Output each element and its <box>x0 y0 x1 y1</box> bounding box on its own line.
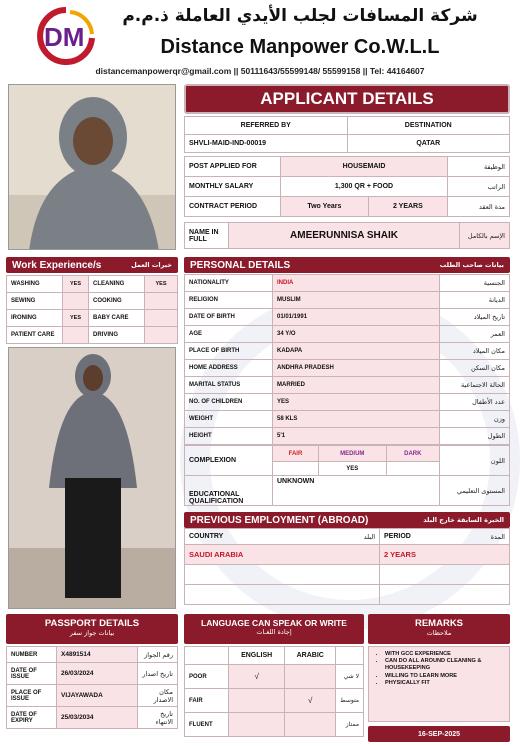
language-arabic-mark <box>285 713 336 737</box>
remark-item: • WILLING TO LEARN MORE <box>385 673 505 680</box>
referral-table <box>184 116 510 153</box>
personal-label: DATE OF BIRTH <box>185 309 273 326</box>
language-title: LANGUAGE CAN SPEAK OR WRITE <box>201 618 347 628</box>
work-skill-value <box>145 293 178 310</box>
language-level: FAIR <box>185 689 229 713</box>
passport-row <box>7 707 178 729</box>
previous-employment-title: PREVIOUS EMPLOYMENT (ABROAD) <box>190 514 369 526</box>
previous-employment-title-ar: الخبرة السابقة خارج البلد <box>423 516 504 524</box>
work-skill-value: YES <box>145 276 178 293</box>
personal-label-ar: الحالة الاجتماعية <box>440 377 510 394</box>
personal-value: MUSLIM <box>273 292 440 309</box>
destination-value: QATAR <box>347 135 510 153</box>
passport-label-ar: تاريخ الانتهاء <box>138 707 178 729</box>
personal-label: NATIONALITY <box>185 275 273 292</box>
passport-label: DATE OF ISSUE <box>7 663 57 685</box>
personal-label-ar: مكان السكن <box>440 360 510 377</box>
personal-row <box>185 292 510 309</box>
personal-label-ar: الديانة <box>440 292 510 309</box>
name-ar: الإسم بالكامل <box>460 223 510 249</box>
company-name-ar: شركة المسافات لجلب الأيدي العاملة ذ.م.م <box>122 6 478 26</box>
passport-row <box>7 647 178 663</box>
period-col-label: PERIOD <box>380 529 440 545</box>
language-level-ar: متوسط <box>336 689 364 713</box>
job-table <box>184 156 510 217</box>
personal-label: WEIGHT <box>185 411 273 428</box>
remark-item: • PHYSICALLY FIT <box>385 680 505 687</box>
passport-label-ar: مكان الاصدار <box>138 685 178 707</box>
work-skill-label: PATIENT CARE <box>7 327 63 344</box>
work-skill-label: COOKING <box>89 293 145 310</box>
period-value-b: 2 YEARS <box>368 197 447 217</box>
language-level: FLUENT <box>185 713 229 737</box>
company-name-en: Distance Manpower Co.W.L.L <box>160 36 440 58</box>
work-experience-title: Work Experience/s <box>12 259 102 271</box>
full-name: AMEERUNNISA SHAIK <box>229 223 460 249</box>
personal-label: PLACE OF BIRTH <box>185 343 273 360</box>
work-experience-table <box>6 275 178 344</box>
personal-value: INDIA <box>273 275 440 292</box>
period-label: CONTRACT PERIOD <box>185 197 281 217</box>
passport-label: DATE OF EXPIRY <box>7 707 57 729</box>
personal-row <box>185 428 510 445</box>
language-row <box>185 689 364 713</box>
language-english-mark <box>229 713 285 737</box>
work-skill-label: BABY CARE <box>89 310 145 327</box>
language-arabic-mark: √ <box>285 689 336 713</box>
personal-details-title-ar: بيانات صاحب الطلب <box>439 261 504 269</box>
personal-label-ar: الطول <box>440 428 510 445</box>
passport-label-ar: تاريخ اصدار <box>138 663 178 685</box>
language-arabic-mark <box>285 665 336 689</box>
work-skill-value <box>145 327 178 344</box>
previous-country: SAUDI ARABIA <box>185 545 380 565</box>
education-label: EDUCATIONAL QUALIFICATION <box>185 476 273 506</box>
previous-row-empty <box>185 585 380 605</box>
personal-value: YES <box>273 394 440 411</box>
personal-row <box>185 309 510 326</box>
previous-employment-table <box>184 528 510 605</box>
personal-details-header <box>184 257 510 273</box>
education-ar: المستوى التعليمي <box>440 476 510 506</box>
work-experience-row <box>7 327 178 344</box>
personal-row <box>185 360 510 377</box>
personal-label: MARITAL STATUS <box>185 377 273 394</box>
complexion-mark: YES <box>318 462 386 476</box>
remark-item: • CAN DO ALL AROUND CLEANING & HOUSEKEEPING <box>385 658 505 672</box>
work-experience-row <box>7 293 178 310</box>
personal-label-ar: الجنسية <box>440 275 510 292</box>
personal-label-ar: مكان الميلاد <box>440 343 510 360</box>
post-value: HOUSEMAID <box>281 157 448 177</box>
work-skill-value <box>63 293 89 310</box>
previous-employment-header <box>184 512 510 528</box>
personal-row <box>185 343 510 360</box>
destination-label: DESTINATION <box>347 117 510 135</box>
personal-value: KADAPA <box>273 343 440 360</box>
personal-value: 5'1 <box>273 428 440 445</box>
personal-label: HOME ADDRESS <box>185 360 273 377</box>
passport-label-ar: رقم الجواز <box>138 647 178 663</box>
language-col-english: ENGLISH <box>229 647 285 665</box>
country-label: COUNTRY <box>185 529 245 545</box>
personal-details-table <box>184 274 510 506</box>
salary-label: MONTHLY SALARY <box>185 177 281 197</box>
complexion-dark: DARK <box>386 446 439 462</box>
logo-letters: DM <box>44 22 85 52</box>
personal-label-ar: العمر <box>440 326 510 343</box>
salary-value: 1,300 QR + FOOD <box>281 177 448 197</box>
personal-label-ar: وزن <box>440 411 510 428</box>
passport-title-ar: بيانات جواز سفر <box>69 629 115 637</box>
work-skill-label: SEWING <box>7 293 63 310</box>
complexion-fair: FAIR <box>273 446 319 462</box>
salary-ar: الراتب <box>448 177 510 197</box>
remarks-header <box>368 614 510 644</box>
language-table <box>184 646 364 737</box>
language-header <box>184 614 364 644</box>
passport-value: 26/03/2024 <box>57 663 138 685</box>
language-corner <box>185 647 229 665</box>
language-english-mark <box>229 689 285 713</box>
work-skill-value: YES <box>63 276 89 293</box>
passport-row <box>7 685 178 707</box>
passport-title: PASSPORT DETAILS <box>44 618 140 629</box>
personal-row <box>185 394 510 411</box>
work-experience-header <box>6 257 178 273</box>
passport-value: X4891514 <box>57 647 138 663</box>
language-english-mark: √ <box>229 665 285 689</box>
personal-value: 01/01/1991 <box>273 309 440 326</box>
issue-date: 16-SEP-2025 <box>368 726 510 742</box>
previous-row-empty <box>185 565 380 585</box>
personal-row <box>185 275 510 292</box>
remarks-title-ar: ملاحظات <box>426 629 452 637</box>
name-table <box>184 222 510 249</box>
work-skill-value <box>63 327 89 344</box>
work-skill-label: WASHING <box>7 276 63 293</box>
passport-value: 25/03/2034 <box>57 707 138 729</box>
remarks-box <box>368 646 510 722</box>
language-row <box>185 665 364 689</box>
complexion-medium: MEDIUM <box>318 446 386 462</box>
personal-value: 34 Y/O <box>273 326 440 343</box>
passport-label: NUMBER <box>7 647 57 663</box>
language-level-ar: لا شي <box>336 665 364 689</box>
period-ar: مدة العقد <box>448 197 510 217</box>
post-label: POST APPLIED FOR <box>185 157 281 177</box>
personal-label: AGE <box>185 326 273 343</box>
work-skill-label: DRIVING <box>89 327 145 344</box>
previous-period: 2 YEARS <box>380 545 510 565</box>
personal-row <box>185 411 510 428</box>
language-corner-ar <box>336 647 364 665</box>
personal-label-ar: عدد الأطفال <box>440 394 510 411</box>
education-value: UNKNOWN <box>273 476 440 506</box>
personal-label: HEIGHT <box>185 428 273 445</box>
remark-item: • WITH GCC EXPERIENCE <box>385 651 505 658</box>
remarks-title: REMARKS <box>414 618 464 629</box>
personal-label: RELIGION <box>185 292 273 309</box>
personal-value: MARRIED <box>273 377 440 394</box>
personal-label: NO. OF CHILDREN <box>185 394 273 411</box>
passport-table <box>6 646 178 729</box>
work-skill-label: CLEANING <box>89 276 145 293</box>
referral-code: SHVLI-MAID-IND-00019 <box>185 135 348 153</box>
complexion-label: COMPLEXION <box>185 446 273 476</box>
complexion-ar: اللون <box>440 446 510 476</box>
applicant-photo-portrait <box>8 84 176 250</box>
language-col-arabic: ARABIC <box>285 647 336 665</box>
applicant-photo-full <box>8 347 176 609</box>
work-skill-label: IRONING <box>7 310 63 327</box>
country-ar: البلد <box>245 529 380 545</box>
work-skill-value: YES <box>63 310 89 327</box>
passport-value: VIJAYAWADA <box>57 685 138 707</box>
previous-row-empty <box>380 585 510 605</box>
referred-by-label: REFERRED BY <box>185 117 348 135</box>
contact-line: distancemanpowerqr@gmail.com || 50111643/55599148/ 55599158 || Tel: 44164607 <box>95 66 425 76</box>
post-ar: الوظيفة <box>448 157 510 177</box>
personal-details-title: PERSONAL DETAILS <box>190 259 291 271</box>
name-label: NAME IN FULL <box>185 223 229 249</box>
work-experience-row <box>7 310 178 327</box>
passport-header <box>6 614 178 644</box>
personal-row <box>185 326 510 343</box>
company-logo <box>30 4 102 66</box>
language-level: POOR <box>185 665 229 689</box>
previous-row-empty <box>380 565 510 585</box>
page-title: APPLICANT DETAILS <box>184 84 510 114</box>
personal-value: ANDHRA PRADESH <box>273 360 440 377</box>
work-experience-title-ar: خبرات العمل <box>131 261 172 269</box>
period-col-ar: المدة <box>440 529 510 545</box>
personal-label-ar: تاريخ الميلاد <box>440 309 510 326</box>
language-row <box>185 713 364 737</box>
personal-row <box>185 377 510 394</box>
work-skill-value <box>145 310 178 327</box>
passport-row <box>7 663 178 685</box>
passport-label: PLACE OF ISSUE <box>7 685 57 707</box>
period-value-a: Two Years <box>281 197 369 217</box>
work-experience-row <box>7 276 178 293</box>
personal-value: 58 KLS <box>273 411 440 428</box>
language-title-ar: إجادة اللغـات <box>256 628 292 636</box>
language-level-ar: ممتاز <box>336 713 364 737</box>
